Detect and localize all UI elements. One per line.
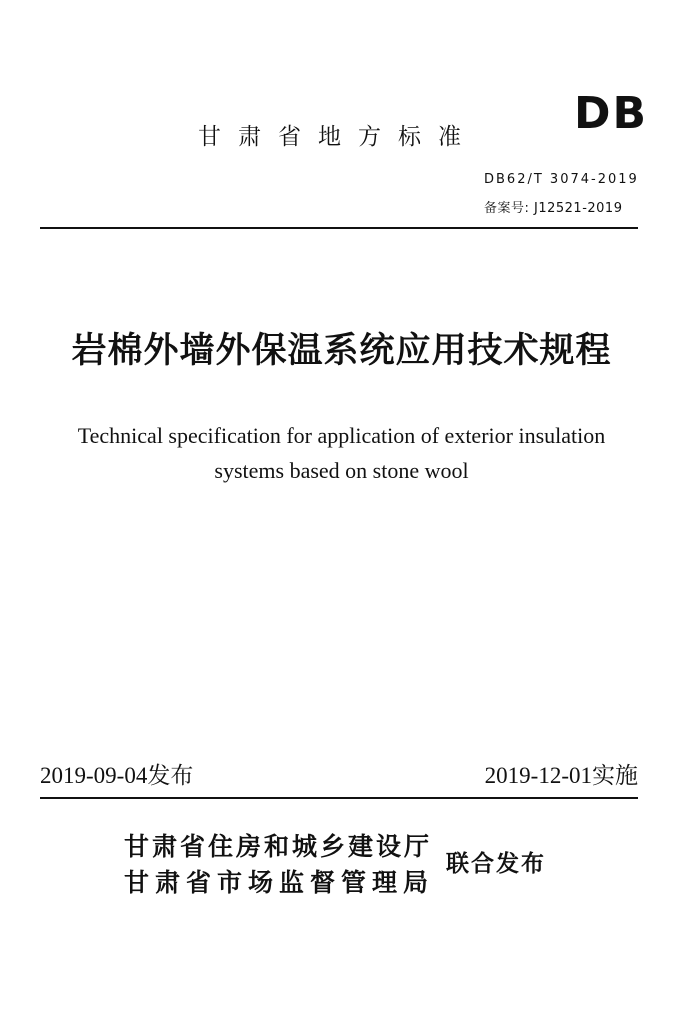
title-english-line-1: Technical specification for application of exterior insulation: [77, 423, 606, 448]
standard-type-heading: 甘肃省地方标准: [198, 124, 478, 150]
publisher-market-regulation: 甘肃省市场监督管理局: [124, 868, 435, 897]
top-divider: [40, 227, 638, 229]
joint-release-label: 联合发布: [446, 851, 546, 877]
bottom-divider: [40, 797, 638, 799]
title-english-line-2: systems based on stone wool: [214, 458, 469, 483]
standard-code: DB62/T 3074-2019: [484, 172, 639, 187]
publisher-housing-department: 甘肃省住房和城乡建设厅: [124, 832, 433, 861]
db-standard-mark: DB: [574, 88, 649, 139]
title-english: [0, 418, 683, 488]
filing-number: 备案号: J12521-2019: [484, 201, 623, 216]
title-chinese: 岩棉外墙外保温系统应用技术规程: [71, 330, 612, 371]
issue-date: 2019-09-04发布: [40, 763, 194, 788]
implementation-date: 2019-12-01实施: [484, 763, 638, 788]
